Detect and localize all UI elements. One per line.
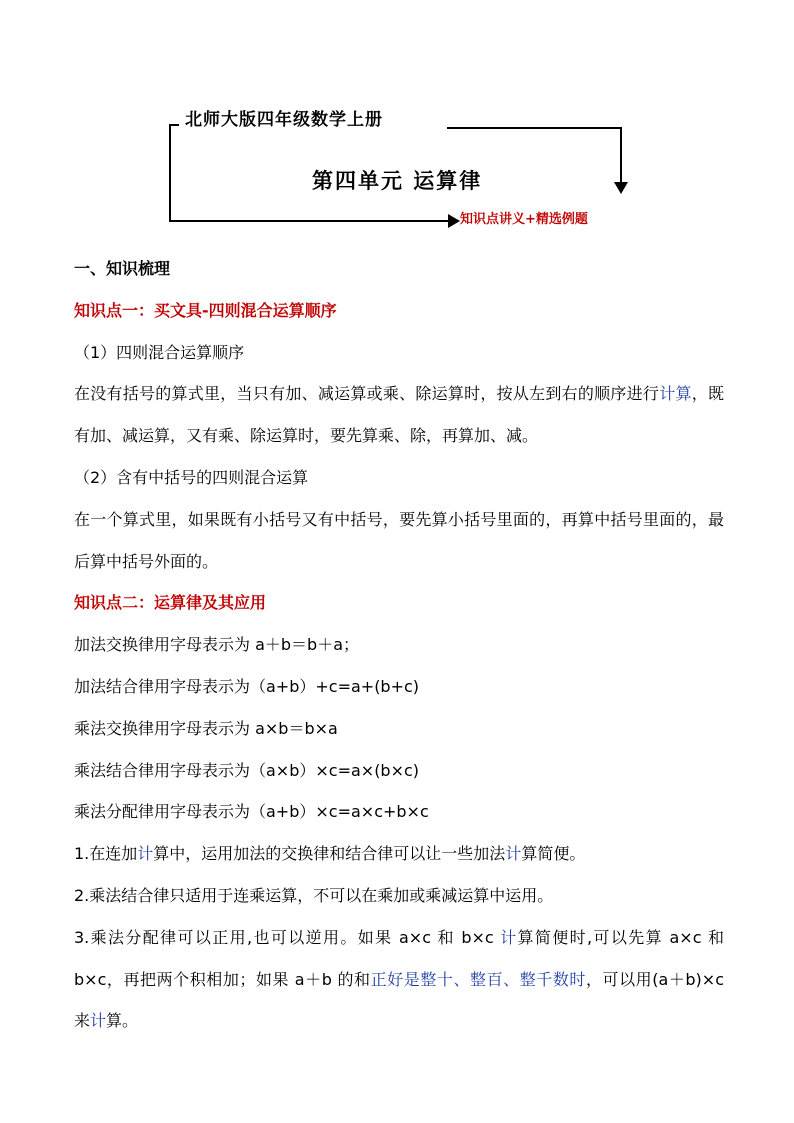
note-1	[74, 833, 724, 875]
kp1-paragraph-1-text-a: 在没有括号的算式里，当只有加、减运算或乘、除运算时，按从左到右的顺序进行	[74, 384, 660, 404]
note-1-highlight-2: 计	[505, 844, 522, 864]
note-3-highlight-3: 计	[90, 1011, 107, 1031]
section-heading: 一、知识梳理	[74, 259, 171, 278]
unit-title: 第四单元 运算律	[312, 168, 483, 193]
book-title: 北师大版四年级数学上册	[185, 110, 383, 130]
frame-right-vertical	[620, 127, 622, 185]
subtitle: 知识点讲义+精选例题	[460, 212, 588, 227]
kp1-subheading-1: （1）四则混合运算顺序	[74, 342, 245, 362]
frame-left-vertical	[169, 124, 171, 222]
frame-bottom-arrow-icon	[448, 214, 460, 228]
note-1-text-c: 算中，运用加法的交换律和结合律可以让一些加法	[153, 844, 506, 864]
knowledge-point-1-title: 知识点一：买文具-四则混合运算顺序	[74, 300, 337, 320]
note-1-highlight-1: 计	[137, 844, 154, 864]
frame-bottom-horizontal	[169, 220, 455, 222]
kp1-paragraph-1-text-c: ，既有加、减运算，又有乘、除运算时，要先算乘、除，再算加、减。	[74, 384, 724, 446]
kp1-paragraph-1	[74, 373, 724, 457]
note-1-text-e: 算简便。	[521, 844, 586, 864]
law-addition-commutative: 加法交换律用字母表示为 a＋b＝b＋a；	[74, 635, 360, 655]
note-3-text-a: 3.乘法分配律可以正用,也可以逆用。如果 a×c 和 b×c	[74, 927, 501, 947]
note-3-text-g: 算。	[106, 1011, 139, 1031]
kp1-subheading-2: （2）含有中括号的四则混合运算	[74, 467, 309, 487]
note-3	[74, 917, 724, 1042]
law-multiplication-commutative: 乘法交换律用字母表示为 a×b＝b×a	[74, 718, 338, 738]
note-3-text-e: ，可以用(a＋b)×c 来	[74, 969, 724, 1031]
note-1-text-a: 1.在连加	[74, 844, 138, 864]
kp1-paragraph-1-highlight: 计算	[659, 384, 692, 404]
note-2: 2.乘法结合律只适用于连乘运算，不可以在乘加或乘减运算中运用。	[74, 885, 554, 905]
note-3-highlight-1: 计	[500, 927, 518, 947]
law-addition-associative: 加法结合律用字母表示为（a+b）+c=a+(b+c)	[74, 676, 420, 696]
law-multiplication-distributive: 乘法分配律用字母表示为（a+b）×c=a×c+b×c	[74, 802, 429, 822]
law-multiplication-associative: 乘法结合律用字母表示为（a×b）×c=a×(b×c)	[74, 760, 420, 780]
note-3-highlight-2: 正好是整十、整百、整千数时	[370, 969, 586, 989]
frame-top-left-stub	[169, 124, 179, 126]
frame-top-right-horizontal	[447, 127, 622, 129]
document-body	[74, 248, 724, 1042]
knowledge-point-2-title: 知识点二：运算律及其应用	[74, 593, 267, 613]
kp1-paragraph-2: 在一个算式里，如果既有小括号又有中括号，要先算小括号里面的，再算中括号里面的，最后算中括号外面的。	[74, 509, 724, 571]
frame-down-arrow-icon	[614, 182, 628, 194]
note-3-text-c: 算简便时,可以先算 a×c 和 b×c，再把两个积相加；如果 a＋b 的和	[74, 927, 724, 989]
